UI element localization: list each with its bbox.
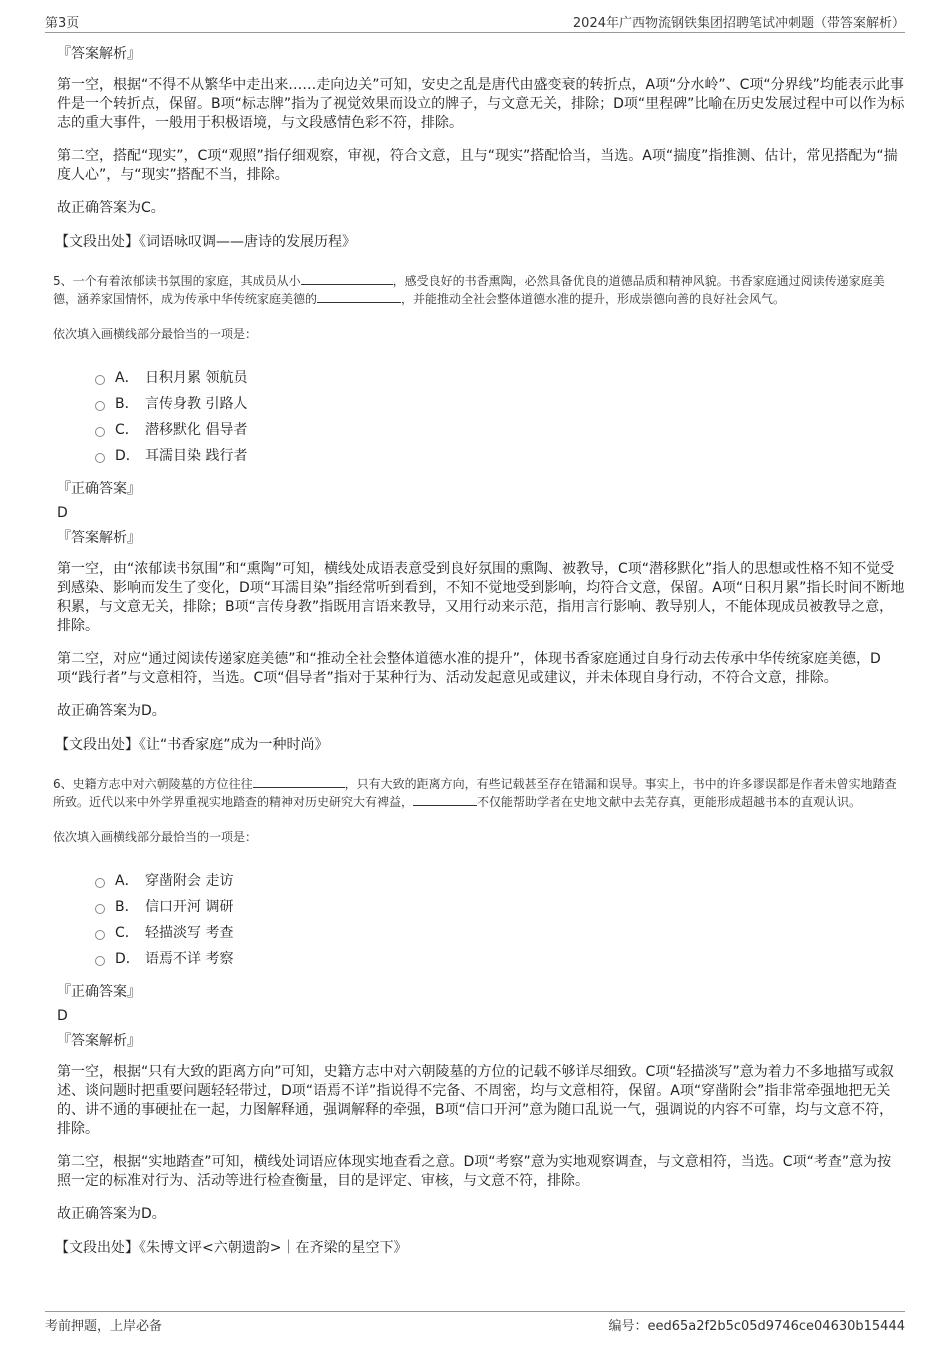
option-b[interactable] <box>95 893 905 919</box>
option-c[interactable] <box>95 416 905 442</box>
page-footer <box>45 1311 905 1334</box>
correct-answer: D <box>57 505 68 521</box>
question-6 <box>53 775 905 811</box>
answer-analysis-label: 『答案解析』 <box>57 530 141 546</box>
radio-icon[interactable] <box>95 453 105 463</box>
option-text: 耳濡目染 践行者 <box>145 448 248 464</box>
radio-icon[interactable] <box>95 956 105 966</box>
analysis-paragraph: 第二空，对应“通过阅读传递家庭美德”和“推动全社会整体道德水准的提升”，体现书香家庭通过自身行动去传承中华传统家庭美德，D项“践行者”与文意相符，当选。C项“倡导者”指对于某种行为、活动发起意见或建议，并未体现自身行动，不符合文意，排除。 <box>57 651 881 686</box>
fill-blank <box>253 775 345 788</box>
question-text: 不仅能帮助学者在史地文献中去芜存真，更能形成超越书本的直观认识。 <box>477 795 862 809</box>
page-number: 第3页 <box>45 16 80 31</box>
option-list <box>95 364 905 468</box>
question-prompt: 依次填入画横线部分最恰当的一项是： <box>53 327 258 341</box>
option-key: A． <box>115 370 139 386</box>
analysis-conclusion: 故正确答案为D。 <box>57 703 166 719</box>
option-text: 日积月累 领航员 <box>145 370 248 386</box>
option-a[interactable] <box>95 364 905 390</box>
passage-source: 【文段出处】《让“书香家庭”成为一种时尚》 <box>55 737 329 753</box>
option-text: 语焉不详 考察 <box>145 951 234 967</box>
footer-slogan: 考前押题，上岸必备 <box>45 1319 163 1334</box>
answer-analysis-label: 『答案解析』 <box>57 46 141 62</box>
document-title: 2024年广西物流钢铁集团招聘笔试冲刺题（带答案解析） <box>572 16 905 31</box>
radio-icon[interactable] <box>95 878 105 888</box>
option-text: 穿凿附会 走访 <box>145 873 234 889</box>
correct-answer-label: 『正确答案』 <box>57 481 141 497</box>
option-b[interactable] <box>95 390 905 416</box>
document-code: 编号：eed65a2f2b5c05d9746ce04630b15444 <box>608 1319 905 1334</box>
analysis-conclusion: 故正确答案为C。 <box>57 200 165 216</box>
analysis-paragraph: 第二空，搭配“现实”，C项“观照”指仔细观察，审视，符合文意，且与“现实”搭配恰当，当选。A项“揣度”指推测、估计，常见搭配为“揣度人心”，与“现实”搭配不当，排除。 <box>57 148 898 183</box>
option-key: B． <box>115 396 139 412</box>
question-text: ，并能推动全社会整体道德水准的提升，形成崇德向善的良好社会风气。 <box>401 292 786 306</box>
analysis-paragraph: 第一空，根据“只有大致的距离方向”可知，史籍方志中对六朝陵墓的方位的记载不够详尽细致。C项“轻描淡写”意为着力不多地描写或叙述、谈问题时把重要问题轻轻带过，D项“语焉不详”指说得不完备、不周密，均与文意相符，保留。A项“穿凿附会”指非常牵强地把无关的、讲不通的事硬扯在一起，力图解释通，强调解释的牵强，B项“信口开河”意为随口乱说一气，强调说的内容不可靠，均与文意不符，排除。 <box>57 1064 894 1137</box>
fill-blank <box>317 290 401 303</box>
radio-icon[interactable] <box>95 427 105 437</box>
option-key: D． <box>115 448 140 464</box>
correct-answer-label: 『正确答案』 <box>57 984 141 1000</box>
radio-icon[interactable] <box>95 401 105 411</box>
answer-analysis-label: 『答案解析』 <box>57 1033 141 1049</box>
option-d[interactable] <box>95 442 905 468</box>
option-d[interactable] <box>95 945 905 971</box>
analysis-conclusion: 故正确答案为D。 <box>57 1206 166 1222</box>
option-key: C． <box>115 925 139 941</box>
option-text: 轻描淡写 考查 <box>145 925 234 941</box>
option-text: 言传身教 引路人 <box>145 396 248 412</box>
option-text: 信口开河 调研 <box>145 899 234 915</box>
question-5 <box>53 272 905 308</box>
correct-answer: D <box>57 1008 68 1024</box>
question-prompt: 依次填入画横线部分最恰当的一项是： <box>53 830 258 844</box>
question-text: ，只有大致的距离方向，有些记载甚至存在错漏和误导。事实上，书中的许多谬误都是作者未曾实地踏查所致。近代以来中外学界重视实地踏查的精神对历史研究大有裨益， <box>53 777 897 809</box>
fill-blank <box>301 272 393 285</box>
radio-icon[interactable] <box>95 930 105 940</box>
question-text: 6、史籍方志中对六朝陵墓的方位往往 <box>53 777 253 791</box>
fill-blank <box>413 793 477 806</box>
option-key: D． <box>115 951 140 967</box>
analysis-paragraph: 第一空，根据“不得不从繁华中走出来……走向边关”可知，安史之乱是唐代由盛变衰的转折点，A项“分水岭”、C项“分界线”均能表示此事件是一个转折点，保留。B项“标志牌”指为了视觉效果而设立的牌子，与文意无关，排除；D项“里程碑”比喻在历史发展过程中可以作为标志的重大事件，一般用于积极语境，与文段感情色彩不符，排除。 <box>57 77 905 131</box>
analysis-paragraph: 第二空，根据“实地踏查”可知，横线处词语应体现实地查看之意。D项“考察”意为实地观察调查，与文意相符，当选。C项“考查”意为按照一定的标准对行为、活动等进行检查衡量，目的是评定、审核，与文意不符，排除。 <box>57 1154 892 1189</box>
option-a[interactable] <box>95 867 905 893</box>
option-key: B． <box>115 899 139 915</box>
passage-source: 【文段出处】《词语咏叹调——唐诗的发展历程》 <box>55 234 356 250</box>
radio-icon[interactable] <box>95 375 105 385</box>
analysis-paragraph: 第一空，由“浓郁读书氛围”和“熏陶”可知，横线处成语表意受到良好氛围的熏陶、被教导，C项“潜移默化”指人的思想或性格不知不觉受到感染、影响而发生了变化，D项“耳濡目染”指经常听到看到，不知不觉地受到影响，均符合文意，保留。A项“日积月累”指长时间不断地积累，与文意无关，排除；B项“言传身教”指既用言语来教导，又用行动来示范，指用言行影响、教导别人，不能体现成员被教导之意，排除。 <box>57 561 905 634</box>
option-c[interactable] <box>95 919 905 945</box>
question-text: 5、一个有着浓郁读书氛围的家庭，其成员从小 <box>53 274 301 288</box>
option-key: A． <box>115 873 139 889</box>
radio-icon[interactable] <box>95 904 105 914</box>
option-list <box>95 867 905 971</box>
passage-source: 【文段出处】《朱博文评<六朝遗韵>｜在齐梁的星空下》 <box>55 1240 408 1256</box>
question-text: ，感受良好的书香熏陶，必然具备优良的道德品质和精神风貌。书香家庭通过阅读传递家庭美德，涵养家国情怀，成为传承中华传统家庭美德的 <box>53 274 885 306</box>
option-key: C． <box>115 422 139 438</box>
option-text: 潜移默化 倡导者 <box>145 422 248 438</box>
document-body <box>53 44 905 1278</box>
page-header <box>45 12 905 33</box>
